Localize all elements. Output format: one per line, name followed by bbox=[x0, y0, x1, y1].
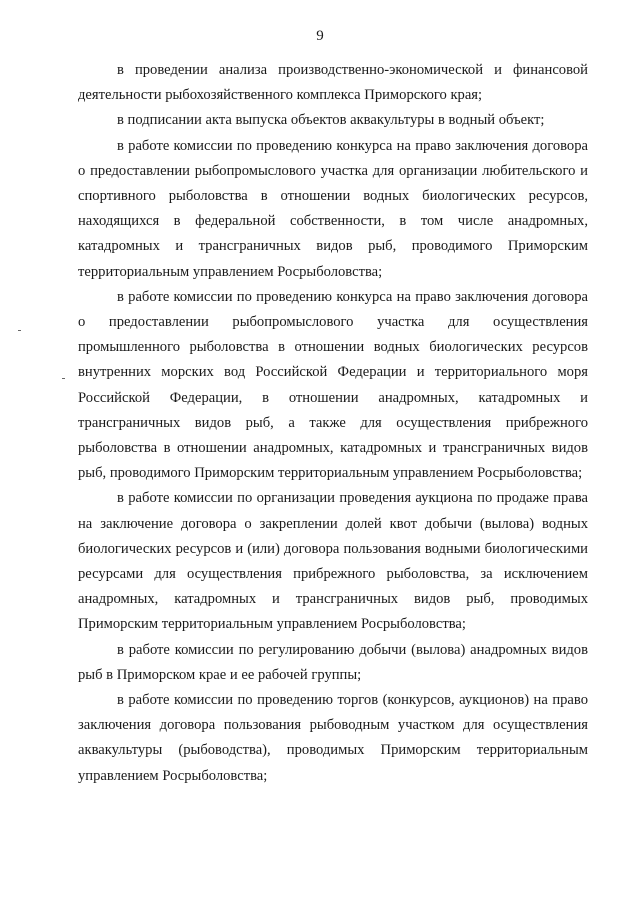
paragraph-analysis: в проведении анализа производственно-экономической и финансовой деятельности рыбохозяйственного комплекса Приморского края; bbox=[78, 62, 588, 104]
scan-margin-mark bbox=[18, 330, 21, 331]
paragraph-fish-farming-tenders: в работе комиссии по проведению торгов (конкурсов, аукционов) на право заключения договора пользования рыбоводным участком для осуществления аквакультуры (рыбоводства), проводимых Приморским территориальным управлением Росрыболовства; bbox=[78, 692, 588, 784]
paragraph-anadromous-regulation: в работе комиссии по регулированию добычи (вылова) анадромных видов рыб в Приморском крае и ее рабочей группы; bbox=[78, 641, 588, 683]
page-number: 9 bbox=[316, 28, 324, 44]
scan-margin-mark bbox=[62, 378, 65, 379]
paragraph-aquaculture-release-act: в подписании акта выпуска объектов аквакультуры в водный объект; bbox=[117, 112, 545, 129]
paragraph-amateur-fishing-contest: в работе комиссии по проведению конкурса на право заключения договора о предоставлении рыбопромыслового участка для организации любительского и спортивного рыболовства в отношении водных биологических ресурсов, находящихся в федеральной собственности, в том числе анадромных, катадромных и трансграничных видов рыб, проводимого Приморским территориальным управлением Росрыболовства; bbox=[78, 137, 588, 280]
document-body bbox=[78, 58, 588, 789]
paragraph-industrial-fishing-contest: в работе комиссии по проведению конкурса на право заключения договора о предоставлении рыбопромыслового участка для осуществления промышленного рыболовства в отношении водных биологических ресурсов внутренних морских вод Российской Федерации и территориального моря Российской Федерации, в отношении анадромных, катадромных и трансграничных видов рыб, а также для осуществления прибрежного рыболовства в отношении анадромных, катадромных и трансграничных видов рыб, проводимого Приморским территориальным управлением Росрыболовства; bbox=[78, 288, 588, 482]
paragraph-quota-auction: в работе комиссии по организации проведения аукциона по продаже права на заключение договора о закреплении долей квот добычи (вылова) водных биологических ресурсов и (или) договора пользования водными биологическими ресурсами для осуществления прибрежного рыболовства, за исключением анадромных, катадромных и трансграничных видов рыб, проводимых Приморским территориальным управлением Росрыболовства; bbox=[78, 490, 588, 633]
